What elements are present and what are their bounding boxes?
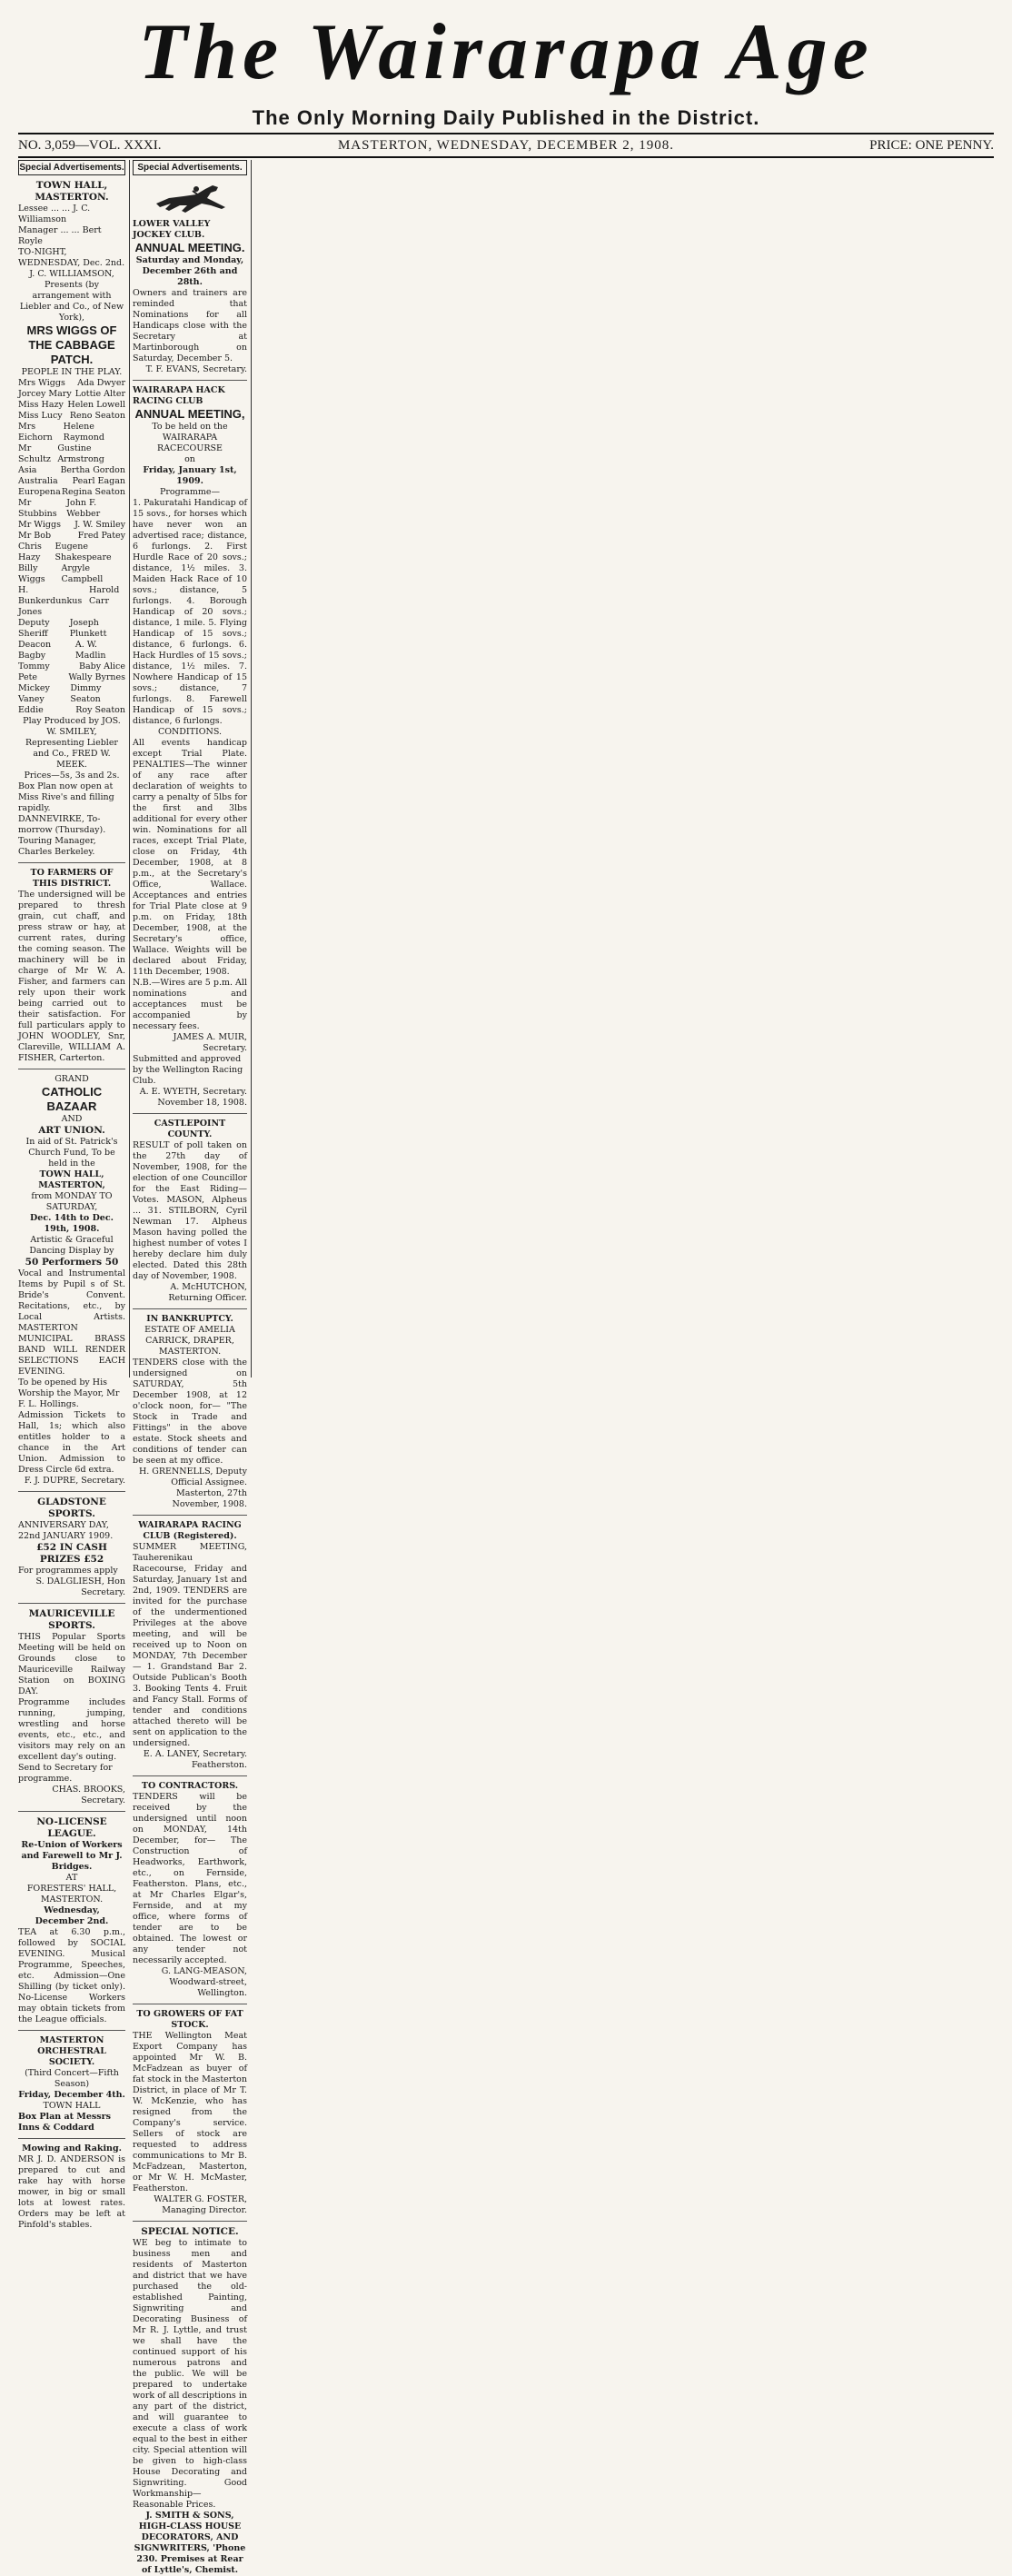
ad-text: TENDERS will be received by the undersigned until noon on MONDAY, 14th December, for— The Construction of Headworks, Earthwork, etc., on Fernside, Featherston. Plans, etc., at Mr Charles Elgar's, Fernside, and at my office, where forms of tender are to be obtained. The lowest or any tender not necessarily accepted. bbox=[133, 1792, 247, 1965]
cast-actor: John F. Webber bbox=[66, 498, 101, 519]
conditions-heading: CONDITIONS. bbox=[157, 727, 223, 737]
cast-actor: Argyle Campbell bbox=[61, 563, 104, 584]
remaining-columns-placeholder bbox=[254, 160, 994, 1378]
cast-actor: Lottie Alter bbox=[74, 389, 125, 399]
and: AND bbox=[61, 1114, 83, 1124]
venue: FORESTERS' HALL, MASTERTON. bbox=[26, 1884, 117, 1905]
meeting-date: Friday, January 1st, 1909. bbox=[143, 465, 237, 486]
race-list: 1. Pakuratahi Handicap of 15 sovs., for horses which have never won an advertised race; distance, 6 furlongs. 2. First Hurdle Race of 20 sovs.; distance, 1½ miles. 3. Maiden Hack Race of 10 sovs.; distance, 5 furlongs. 4. Borough Handicap of 20 sovs.; distance, 1 mile. 5. Flying Handicap of 15 sovs.; distance, 6 furlongs. 6. Hack Hurdles of 15 sovs.; distance, 1½ miles. 7. Nowhere Handicap of 15 sovs.; distance, 7 furlongs. 8. Farewell Handicap of 15 sovs.; distance, 6 furlongs. bbox=[133, 498, 247, 726]
cast-row bbox=[18, 705, 125, 716]
cast-row bbox=[18, 465, 125, 476]
column-divider bbox=[129, 160, 130, 1378]
cast-actor: Helene Raymond bbox=[63, 422, 104, 443]
special-notice-ad bbox=[133, 2226, 247, 2576]
cast-actor: Roy Seaton bbox=[75, 705, 125, 715]
cast-row bbox=[18, 411, 125, 422]
ad-text: ANNIVERSARY DAY, 22nd JANUARY 1909. bbox=[18, 1520, 114, 1541]
jockey-club-ad bbox=[133, 180, 247, 375]
racehorse-icon bbox=[149, 180, 231, 216]
cast-role: Tommy bbox=[18, 661, 50, 671]
programme: Programme includes running, jumping, wrestling and horse events, etc., etc., and visitors may rely on an excellent day's outing. bbox=[18, 1697, 125, 1762]
signature: J. SMITH & SONS, HIGH-CLASS HOUSE DECORATORS, AND SIGNWRITERS, 'Phone 230. Premises at Rear of Lyttle's, Chemist. bbox=[134, 2511, 246, 2575]
contractors-ad bbox=[133, 1781, 247, 1999]
bazaar-from: from MONDAY TO SATURDAY, bbox=[31, 1191, 113, 1212]
next-show: DANNEVIRKE, To-morrow (Thursday). Touring Manager, Charles Berkeley. bbox=[18, 814, 106, 857]
separator bbox=[18, 862, 125, 863]
signature: H. GRENNELLS, Deputy Official Assignee. Masterton, 27th November, 1908. bbox=[138, 1467, 247, 1509]
cast-row bbox=[18, 476, 125, 487]
signature: G. LANG-MEASON, Woodward-street, Wellington. bbox=[161, 1966, 247, 1998]
where: To be held on the WAIRARAPA RACECOURSE bbox=[152, 422, 228, 453]
cast-role: Miss Lucy bbox=[18, 411, 63, 421]
ad-sub: (Third Concert—Fifth Season) bbox=[25, 2068, 119, 2089]
separator bbox=[133, 2221, 247, 2222]
cast-role: Europena bbox=[18, 487, 61, 497]
programme-heading: Programme— bbox=[159, 487, 221, 497]
column-header: Special Advertisements. bbox=[133, 160, 247, 175]
issue-number: NO. 3,059—VOL. XXXI. bbox=[18, 138, 162, 153]
cast-actor: Ada Dwyer bbox=[77, 378, 125, 388]
dateline bbox=[18, 138, 994, 154]
conditions-nb: N.B.—Wires are 5 p.m. All nominations and acceptances must be accompanied by necessary fees. bbox=[133, 978, 247, 1031]
cast-role: Deputy Sheriff bbox=[18, 618, 50, 639]
cast-role: Mr Wiggs bbox=[18, 520, 61, 530]
separator bbox=[18, 1603, 125, 1604]
cast-role: Australia bbox=[18, 476, 58, 486]
gladstone-ad bbox=[18, 1497, 125, 1598]
separator bbox=[18, 2030, 125, 2031]
cast-actor: Fred Patey bbox=[77, 531, 125, 541]
ad-title: NO-LICENSE LEAGUE. bbox=[36, 1816, 107, 1839]
meeting-dates: Saturday and Monday, December 26th and 28th. bbox=[135, 255, 244, 287]
cast-actor: Dimmy Seaton bbox=[70, 683, 102, 704]
annual-meeting: ANNUAL MEETING, bbox=[134, 407, 245, 421]
column-header: Special Advertisements. bbox=[18, 160, 125, 175]
ad-title: TO CONTRACTORS. bbox=[141, 1781, 239, 1791]
masthead-rule-top bbox=[18, 133, 994, 134]
ad-title: LOWER VALLEY JOCKEY CLUB. bbox=[133, 219, 211, 240]
performers-num: 50 bbox=[25, 1257, 39, 1268]
cast-actor: Wally Byrnes bbox=[68, 672, 125, 682]
growers-ad bbox=[133, 2009, 247, 2216]
secretary: CHAS. BROOKS, Secretary. bbox=[52, 1785, 125, 1805]
town-hall-ad bbox=[18, 180, 125, 858]
signature: WALTER G. FOSTER, Managing Director. bbox=[154, 2194, 247, 2215]
bazaar-dates: Dec. 14th to Dec. 19th, 1908. bbox=[30, 1213, 114, 1234]
cast-row bbox=[18, 498, 125, 520]
cast-list bbox=[18, 378, 125, 716]
cast-row bbox=[18, 585, 125, 618]
signature: E. A. LANEY, Secretary. Featherston. bbox=[143, 1749, 247, 1770]
annual-meeting: ANNUAL MEETING. bbox=[134, 241, 245, 254]
cast-actor: J. W. Smiley bbox=[74, 520, 125, 530]
separator bbox=[133, 380, 247, 381]
racing-club-ad bbox=[133, 1520, 247, 1771]
at: AT bbox=[65, 1873, 78, 1883]
cast-role: Mrs Wiggs bbox=[18, 378, 65, 388]
cast-row bbox=[18, 618, 125, 640]
box-plan: Box Plan now open at Miss Rive's and filling rapidly. bbox=[18, 781, 114, 813]
ad-text: SUMMER MEETING, Tauherenikau Racecourse, Friday and Saturday, January 1st and 2nd, 1909. TENDERS are invited for the purchase of the undermentioned Privileges at the above meeting, and will be received up to Noon on MONDAY, 7th December— 1. Grandstand Bar 2. Outside Publican's Booth 3. Booking Tents 4. Fruit and Fancy Stall. Forms of tender and conditions attached thereto will be sent on application to the undersigned. bbox=[133, 1542, 247, 1748]
cast-role: Mr Bob bbox=[18, 531, 52, 541]
no-license-ad bbox=[18, 1816, 125, 2025]
date: Wednesday, December 2nd. bbox=[35, 1905, 109, 1926]
masthead-rule-bottom bbox=[18, 156, 994, 158]
programme: For programmes apply bbox=[18, 1566, 118, 1576]
cast-row bbox=[18, 400, 125, 411]
bazaar-aid: In aid of St. Patrick's Church Fund, To be held in the bbox=[25, 1137, 118, 1169]
cast-row bbox=[18, 389, 125, 400]
secretary: JAMES A. MUIR, Secretary. bbox=[173, 1032, 247, 1053]
approved-secretary: A. E. WYETH, Secretary. November 18, 1908. bbox=[139, 1087, 247, 1108]
cast-actor: Reno Seaton bbox=[69, 411, 125, 421]
ad-title: Mowing and Raking. bbox=[22, 2143, 122, 2153]
ad-title: MASTERTON ORCHESTRAL SOCIETY. bbox=[37, 2035, 106, 2067]
bazaar-display: Artistic & Graceful Dancing Display by bbox=[29, 1235, 114, 1256]
separator bbox=[133, 1775, 247, 1776]
separator bbox=[133, 1515, 247, 1516]
masthead bbox=[0, 0, 1012, 136]
ad-title: CASTLEPOINT COUNTY. bbox=[154, 1119, 226, 1139]
cast-row bbox=[18, 683, 125, 705]
ad-text: THIS Popular Sports Meeting will be held on Grounds close to Mauriceville Railway Station on BOXING DAY. bbox=[18, 1632, 125, 1696]
approved: Submitted and approved by the Wellington Racing Club. bbox=[133, 1054, 243, 1086]
cast-actor: Regina Seaton bbox=[61, 487, 125, 497]
cast-actor: Bertha Gordon bbox=[60, 465, 125, 475]
hack-club-ad bbox=[133, 385, 247, 1109]
performers: Performers bbox=[41, 1257, 103, 1268]
mauriceville-ad bbox=[18, 1608, 125, 1806]
newspaper-title: The Wairarapa Age bbox=[138, 8, 874, 96]
ad-title: TO FARMERS OF THIS DISTRICT. bbox=[30, 868, 114, 889]
bazaar-title: CATHOLIC BAZAAR bbox=[41, 1085, 103, 1113]
cast-role: Miss Hazy bbox=[18, 400, 64, 410]
orchestral-ad bbox=[18, 2035, 125, 2133]
staged-by: Play Produced by JOS. W. SMILEY, Representing Liebler and Co., FRED W. MEEK. bbox=[23, 716, 121, 770]
estate: ESTATE OF AMELIA CARRICK, DRAPER, MASTERTON. bbox=[144, 1325, 235, 1357]
secretary: T. F. EVANS, Secretary. bbox=[145, 364, 247, 374]
bazaar-secretary: F. J. DUPRE, Secretary. bbox=[24, 1476, 125, 1486]
cast-row bbox=[18, 443, 125, 465]
manager: Manager ... ... Bert Royle bbox=[18, 225, 102, 246]
on: on bbox=[184, 454, 195, 464]
separator bbox=[133, 1308, 247, 1309]
bazaar-ad bbox=[18, 1074, 125, 1487]
cast-role: Eddie bbox=[18, 705, 44, 715]
presents: Presents (by arrangement with Liebler and Co., of New York), bbox=[19, 280, 124, 323]
cast-actor: Pearl Eagan bbox=[72, 476, 125, 486]
ad-title: IN BANKRUPTCY. bbox=[146, 1314, 233, 1324]
grand: GRAND bbox=[55, 1074, 89, 1084]
ad-title: TO GROWERS OF FAT STOCK. bbox=[136, 2009, 243, 2030]
bazaar-text: Vocal and Instrumental Items by Pupil s of St. Bride's Convent. Recitations, etc., by Local Artists. MASTERTON MUNICIPAL BRASS BAND WILL RENDER SELECTIONS EACH EVENING. bbox=[18, 1268, 125, 1377]
cast-role: Jorcey Mary bbox=[18, 389, 72, 399]
performers-num: 50 bbox=[104, 1257, 119, 1268]
newspaper-subtitle: The Only Morning Daily Published in the District. bbox=[252, 106, 760, 129]
cast-row bbox=[18, 422, 125, 443]
separator bbox=[133, 1113, 247, 1114]
ad-title: MAURICEVILLE SPORTS. bbox=[28, 1608, 115, 1631]
place-date: MASTERTON, WEDNESDAY, DECEMBER 2, 1908. bbox=[337, 138, 675, 153]
date: Friday, December 4th. bbox=[18, 2090, 125, 2100]
cast-role: Pete bbox=[18, 672, 38, 682]
mowing-ad bbox=[18, 2143, 125, 2231]
cast-row bbox=[18, 672, 125, 683]
ad-text: TEA at 6.30 p.m., followed by SOCIAL EVENING. Musical Programme, Speeches, etc. Admission—One Shilling (by ticket only). No-License Workers may obtain tickets from the League officials. bbox=[18, 1927, 125, 2024]
price: PRICE: ONE PENNY. bbox=[869, 138, 994, 153]
cast-row bbox=[18, 661, 125, 672]
column-1 bbox=[18, 160, 125, 2230]
show-date: TO-NIGHT, WEDNESDAY, Dec. 2nd. bbox=[18, 247, 125, 268]
bankruptcy-ad bbox=[133, 1314, 247, 1510]
cast-role: Deacon Bagby bbox=[18, 640, 52, 661]
conditions-text: All events handicap except Trial Plate. PENALTIES—The winner of any race after declaration of weights to carry a penalty of 5lbs for the first and 3lbs additional for every other win. Nominations for all races, except Trial Plate, close on Friday, 4th December, 1908, at 8 p.m., at the Secretary's Office, Wallace. Acceptances and entries for Trial Plate close at 9 p.m. on Friday, 18th December, 1908, at the Secretary's office, Wallace. Weights will be declared about Friday, 11th December, 1908. bbox=[133, 738, 247, 977]
cast-role: Mr Stubbins bbox=[18, 498, 57, 519]
castlepoint-ad bbox=[133, 1119, 247, 1304]
separator bbox=[18, 1491, 125, 1492]
ad-title: WAIRARAPA HACK RACING CLUB bbox=[133, 385, 225, 406]
prices: Prices—5s, 3s and 2s. bbox=[24, 771, 120, 781]
bazaar-admission: Admission Tickets to Hall, 1s; which also entitles holder to a chance in the Art Union. Admission to Dress Circle 6d extra. bbox=[18, 1410, 125, 1475]
lessee: Lessee ... ... J. C. Williamson bbox=[18, 204, 91, 224]
cast-actor: Helen Lowell bbox=[67, 400, 125, 410]
cast-row bbox=[18, 378, 125, 389]
ad-text: TENDERS close with the undersigned on SATURDAY, 5th December 1908, at 12 o'clock noon, for— "The Stock in Trade and Fittings" in the above estate. Stock sheets and conditions of tender can be seen at my office. bbox=[133, 1358, 247, 1466]
ad-text: RESULT of poll taken on the 27th day of November, 1908, for the election of one Councillor for the East Riding— Votes. MASON, Alpheus ... 31. STILBORN, Cyril Newman 17. Alpheus Mason having polled the highest number of votes I hereby declare him duly elected. Dated this 28th day of November, 1908. bbox=[133, 1140, 247, 1281]
cast-row bbox=[18, 563, 125, 585]
cast-role: Mickey Vaney bbox=[18, 683, 50, 704]
play-title: MRS WIGGS OF THE CABBAGE PATCH. bbox=[26, 323, 117, 366]
ad-text: Owners and trainers are reminded that Nominations for all Handicaps close with the Secretary at Martinborough on Saturday, December 5. bbox=[133, 288, 247, 363]
ad-text: The undersigned will be prepared to thresh grain, cut chaff, and press straw or hay, at current rates, during the coming season. The machinery will be in charge of Mr W. A. Fisher, and farmers can rely upon their work being carried out to their satisfaction. For full particulars apply to JOHN WOODLEY, Snr, Clareville, WILLIAM A. FISHER, Carterton. bbox=[18, 890, 125, 1063]
cast-actor: Harold Carr bbox=[88, 585, 120, 606]
venue: TOWN HALL bbox=[43, 2101, 101, 2111]
bazaar-venue: TOWN HALL, MASTERTON, bbox=[38, 1169, 105, 1190]
cast-row bbox=[18, 487, 125, 498]
presenter: J. C. WILLIAMSON, bbox=[29, 269, 114, 279]
ad-text: MR J. D. ANDERSON is prepared to cut and rake hay with horse mower, in big or small lots at lowest rates. Orders may be left at Pinfold's stables. bbox=[18, 2154, 125, 2230]
secretary: S. DALGLIESH, Hon Secretary. bbox=[35, 1576, 125, 1597]
cast-role: Chris Hazy bbox=[18, 542, 42, 562]
cast-role: Billy Wiggs bbox=[18, 563, 45, 584]
cast-row bbox=[18, 531, 125, 542]
performers-line bbox=[18, 1257, 125, 1268]
box-plan: Box Plan at Messrs Inns & Coddard bbox=[18, 2112, 111, 2133]
send: Send to Secretary for programme. bbox=[18, 1763, 113, 1784]
cast-actor: A. W. Madlin bbox=[74, 640, 106, 661]
separator bbox=[18, 2138, 125, 2139]
ad-title: SPECIAL NOTICE. bbox=[141, 2226, 239, 2237]
column-2 bbox=[133, 160, 247, 2575]
ad-title: GLADSTONE SPORTS. bbox=[37, 1497, 106, 1519]
bazaar-opened: To be opened by His Worship the Mayor, Mr F. L. Hollings. bbox=[18, 1378, 120, 1409]
cast-role: Mrs Eichorn bbox=[18, 422, 53, 443]
prize-line: £52 IN CASH PRIZES £52 bbox=[36, 1542, 107, 1565]
ad-text: WE beg to intimate to business men and residents of Masterton and district that we have purchased the old-established Painting, Signwriting and Decorating Business of Mr R. J. Lyttle, and trust we shall have the continued support of his numerous patrons and the public. We will be prepared to undertake work of all descriptions in any part of the district, and will guarantee to execute a class of work equal to the best in either city. Special attention will be given to high-class House Decorating and Signwriting. Good Workmanship—Reasonable Prices. bbox=[133, 2238, 247, 2510]
cast-role: Mr Schultz bbox=[18, 443, 51, 464]
column-divider bbox=[251, 160, 252, 1378]
cast-actor: Gustine Armstrong bbox=[57, 443, 104, 464]
cast-role: Asia bbox=[18, 465, 37, 475]
cast-row bbox=[18, 542, 125, 563]
cast-actor: Eugene Shakespeare bbox=[55, 542, 112, 562]
ad-sub: Re-Union of Workers and Farewell to Mr J. Bridges. bbox=[21, 1840, 123, 1872]
signature: A. McHUTCHON, Returning Officer. bbox=[168, 1282, 247, 1303]
ad-title: TOWN HALL, MASTERTON. bbox=[35, 180, 109, 203]
cast-row bbox=[18, 640, 125, 661]
farmers-ad bbox=[18, 868, 125, 1064]
ad-title: WAIRARAPA RACING CLUB (Registered). bbox=[138, 1520, 242, 1541]
cast-actor: Joseph Plunkett bbox=[69, 618, 107, 639]
art-union: ART UNION. bbox=[38, 1125, 105, 1136]
ad-text: THE Wellington Meat Export Company has appointed Mr W. B. McFadzean as buyer of fat stock in the Masterton District, in place of Mr T. W. McKenzie, who has resigned from the Company's service. Sellers of stock are requested to address communications to Mr B. McFadzean, Masterton, or Mr W. H. McMaster, Featherston. bbox=[133, 2031, 247, 2193]
cast-role: H. Bunkerdunkus Jones bbox=[18, 585, 83, 617]
cast-heading: PEOPLE IN THE PLAY. bbox=[21, 367, 123, 377]
cast-actor: Baby Alice bbox=[79, 661, 125, 671]
cast-row bbox=[18, 520, 125, 531]
separator bbox=[18, 1811, 125, 1812]
